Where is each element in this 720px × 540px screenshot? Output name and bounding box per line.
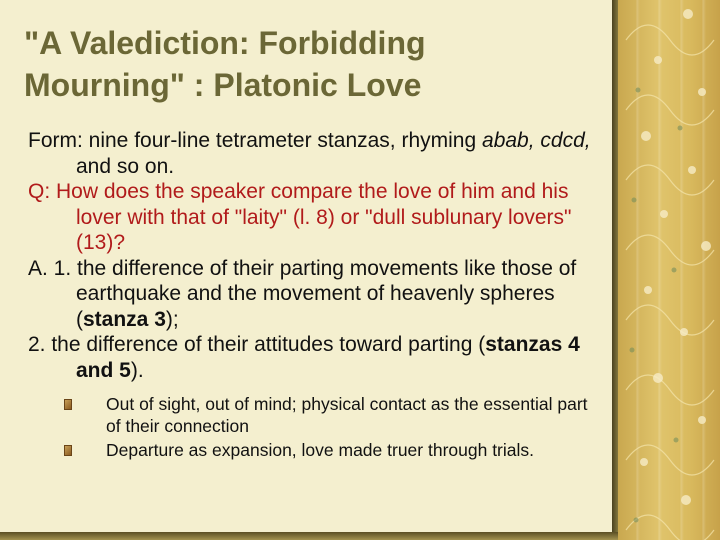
answer-1-reference: stanza 3 [83, 307, 166, 331]
bullet-square-icon [64, 445, 72, 456]
slide-bottom-strip [0, 532, 618, 540]
sub-bullet-item [28, 439, 598, 461]
answer-2-paragraph [28, 332, 598, 383]
sub-bullet-text: Departure as expansion, love made truer through trials. [106, 440, 535, 460]
sub-bullet-list [28, 393, 598, 461]
answer-2-text: 2. the difference of their attitudes toward parting ( [28, 333, 486, 356]
form-text: Form: nine four-line tetrameter stanzas, rhyming [28, 129, 483, 152]
answer-2-suffix: ). [130, 358, 144, 382]
slide-body [28, 128, 598, 463]
decorative-pattern [618, 0, 720, 540]
sub-bullet-text: Out of sight, out of mind; physical contact as the essential part of their connection [106, 394, 588, 436]
decorative-side-panel [618, 0, 720, 540]
answer-2-reference: stanzas 4 and 5 [76, 333, 580, 382]
form-paragraph [28, 128, 598, 179]
form-suffix: and so on. [76, 154, 175, 178]
bullet-square-icon [64, 399, 72, 410]
question-paragraph: Q: How does the speaker compare the love of him and his lover with that of "laity" (l. 8) or "dull sublunary lovers" (13)? [28, 180, 572, 254]
sub-bullet-item [28, 393, 598, 437]
form-rhyme-scheme: abab, cdcd, [482, 129, 591, 152]
answer-1-paragraph [28, 256, 598, 333]
slide-title: "A Valediction: Forbidding Mourning" : Platonic Love [24, 25, 426, 103]
answer-1-suffix: ); [165, 307, 179, 331]
answer-1-text: A. 1. the difference of their parting movements like those of earthquake and the movement of heavenly spheres ( [28, 256, 577, 331]
